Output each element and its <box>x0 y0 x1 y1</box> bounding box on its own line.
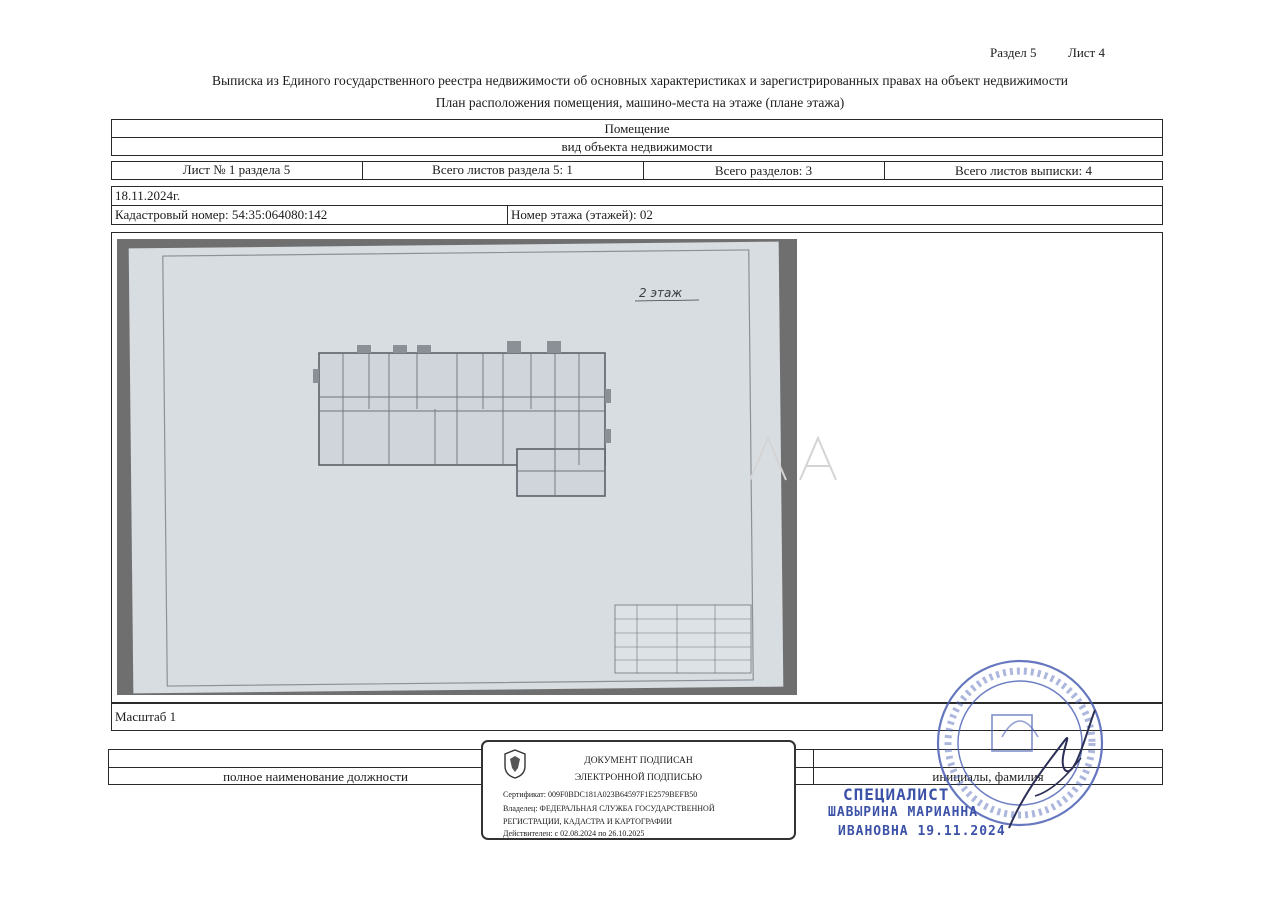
electronic-signature-box <box>481 740 796 840</box>
esig-owner-1: Владелец: ФЕДЕРАЛЬНАЯ СЛУЖБА ГОСУДАРСТВЕННОЙ <box>503 804 715 813</box>
esig-valid: Действителен: с 02.08.2024 по 26.10.2025 <box>503 829 645 838</box>
cadastral-number: Кадастровый номер: 54:35:064080:142 <box>115 207 328 222</box>
document-title: Выписка из Единого государственного реестра недвижимости об основных характеристиках и зарегистрированных правах на объект недвижимости <box>212 73 1068 88</box>
esig-owner-2: РЕГИСТРАЦИИ, КАДАСТРА И КАРТОГРАФИИ <box>503 817 673 826</box>
esig-line1: ДОКУМЕНТ ПОДПИСАН <box>584 756 693 766</box>
position-caption: полное наименование должности <box>223 769 408 784</box>
object-type-caption: вид объекта недвижимости <box>561 139 713 154</box>
initials-caption: инициалы, фамилия <box>932 769 1044 784</box>
stamp-line-3: ИВАНОВНА 19.11.2024 <box>838 824 1006 839</box>
handwritten-signature <box>995 700 1115 840</box>
stamp-line-1: СПЕЦИАЛИСТ <box>843 785 950 804</box>
floor-plan-label: 2 этаж <box>639 286 683 300</box>
object-type-value: Помещение <box>604 121 670 136</box>
record-date: 18.11.2024г. <box>115 188 181 203</box>
stamp-line-2: ШАВЫРИНА МАРИАННА <box>828 805 979 820</box>
total-sheets-section: Всего листов раздела 5: 1 <box>432 162 573 177</box>
scale-label: Масштаб 1 <box>115 709 177 724</box>
document-subtitle: План расположения помещения, машино-места на этаже (плане этажа) <box>435 95 845 110</box>
esig-certificate: Сертификат: 009F0BDC181A023B64597F1E2579BEFB50 <box>503 790 698 799</box>
total-sections: Всего разделов: 3 <box>714 163 813 178</box>
esig-line2: ЭЛЕКТРОННОЙ ПОДПИСЬЮ <box>574 773 703 783</box>
section-label: Раздел 5 <box>990 45 1037 60</box>
sheet-label: Лист 4 <box>1068 45 1105 60</box>
sheet-number: Лист № 1 раздела 5 <box>182 162 291 177</box>
watermark-mark <box>600 430 840 490</box>
floor-number: Номер этажа (этажей): 02 <box>511 207 653 222</box>
total-sheets: Всего листов выписки: 4 <box>955 163 1092 178</box>
